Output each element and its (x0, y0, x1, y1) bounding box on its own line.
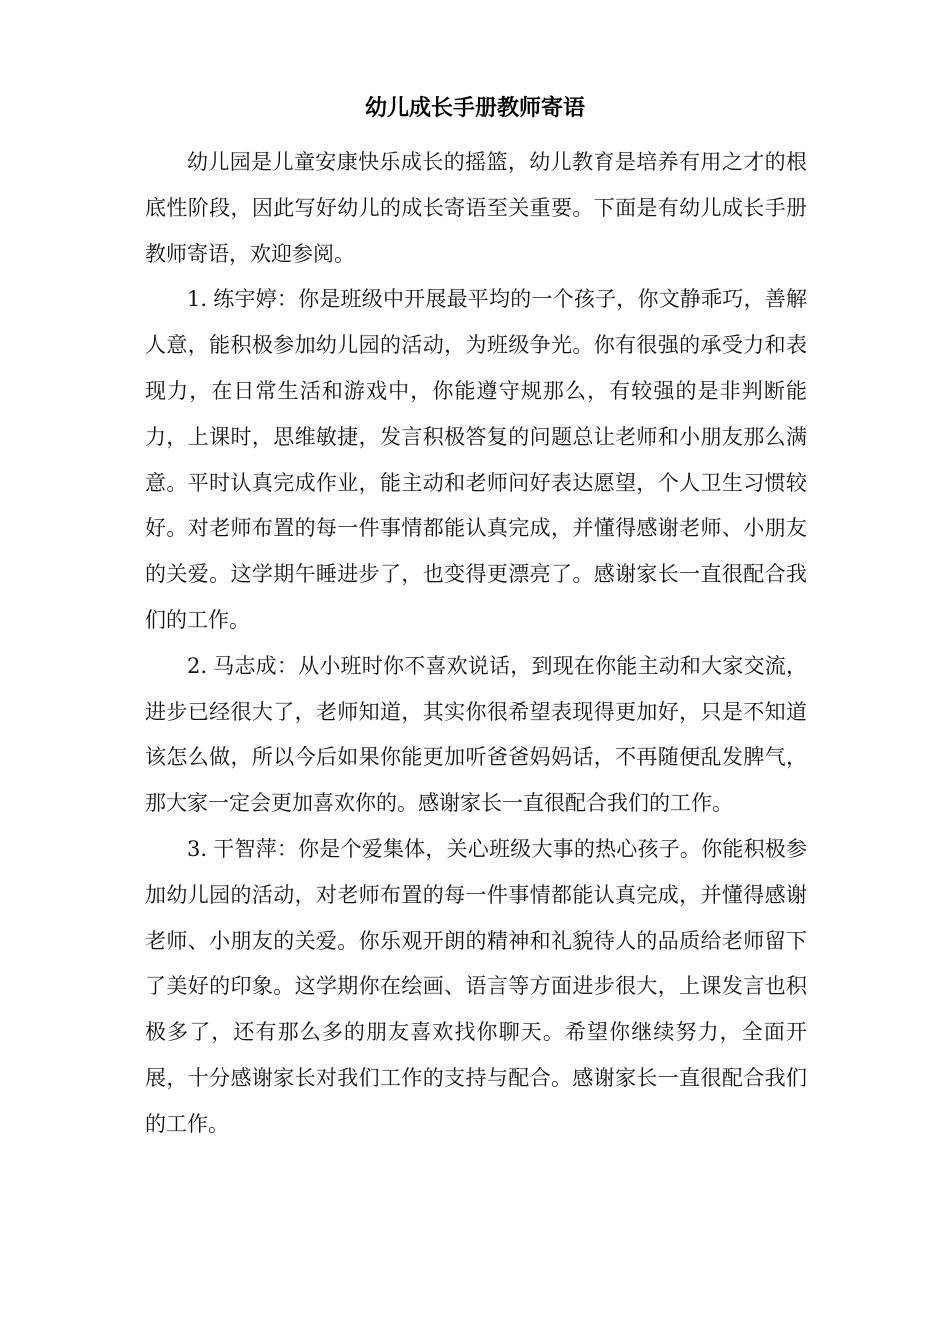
document-body (145, 140, 807, 1148)
teacher-comment-3 (145, 827, 807, 1148)
item-text: 干智萍：你是个爱集体，关心班级大事的热心孩子。你能积极参加幼儿园的活动，对老师布置的每一件事情都能认真完成，并懂得感谢老师、小朋友的关爱。你乐观开朗的精神和礼貌待人的品质给老师留下了美好的印象。这学期你在绘画、语言等方面进步很大，上课发言也积极多了，还有那么多的朋友喜欢找你聊天。希望你继续努力，全面开展，十分感谢家长对我们工作的支持与配合。感谢家长一直很配合我们的工作。 (145, 836, 807, 1136)
teacher-comment-2 (145, 644, 807, 827)
document-title: 幼儿成长手册教师寄语 (364, 95, 585, 121)
item-number: 1. (187, 287, 208, 312)
intro-paragraph: 幼儿园是儿童安康快乐成长的摇篮，幼儿教育是培养有用之才的根底性阶段，因此写好幼儿的成长寄语至关重要。下面是有幼儿成长手册教师寄语，欢迎参阅。 (145, 150, 807, 266)
item-text: 练宇婷：你是班级中开展最平均的一个孩子，你文静乖巧，善解人意，能积极参加幼儿园的活动，为班级争光。你有很强的承受力和表现力，在日常生活和游戏中，你能遵守规那么，有较强的是非判断能力，上课时，思维敏捷，发言积极答复的问题总让老师和小朋友那么满意。平时认真完成作业，能主动和老师问好表达愿望，个人卫生习惯较好。对老师布置的每一件事情都能认真完成，并懂得感谢老师、小朋友的关爱。这学期午睡进步了，也变得更漂亮了。感谢家长一直很配合我们的工作。 (145, 287, 807, 632)
item-text: 马志成：从小班时你不喜欢说话，到现在你能主动和大家交流，进步已经很大了，老师知道，其实你很希望表现得更加好，只是不知道该怎么做，所以今后如果你能更加听爸爸妈妈话，不再随便乱发脾气，那大家一定会更加喜欢你的。感谢家长一直很配合我们的工作。 (145, 653, 807, 816)
item-number: 2. (187, 653, 208, 678)
item-number: 3. (187, 836, 208, 861)
teacher-comment-1 (145, 277, 807, 643)
